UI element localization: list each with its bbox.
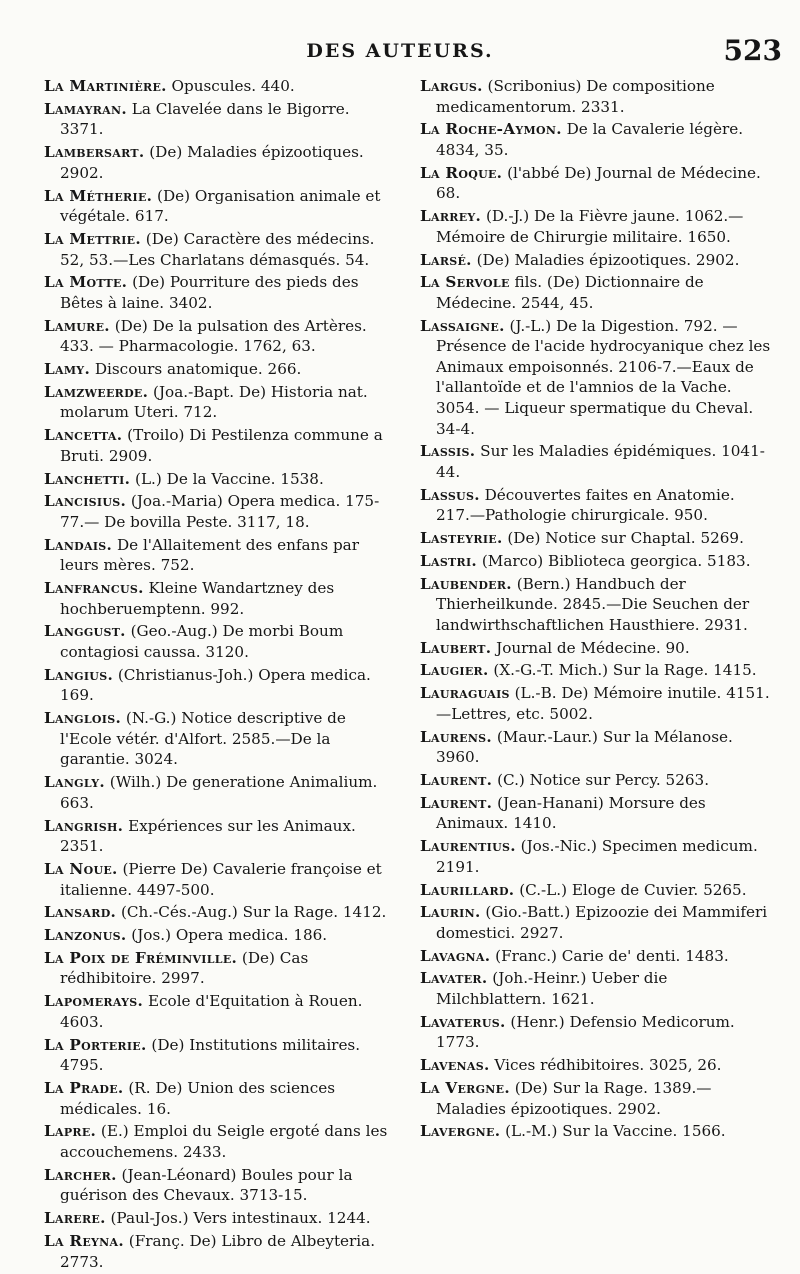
entry-author: Larsé. [420,250,472,269]
entry-author: Lastri. [420,551,478,570]
page-header [0,34,800,74]
entry-works: De l'Allaitement des enfans par leurs mères. 752. [60,535,359,575]
entry-works: (N.-G.) Notice descriptive de l'Ecole vétér. d'Alfort. 2585.—De la garantie. 3024. [60,709,346,769]
index-entry [44,99,396,140]
entry-works: (De) Organisation animale et végétale. 617. [60,186,381,226]
entry-works: (Pierre De) Cavalerie françoise et italienne. 4497-500. [60,859,382,899]
entry-works: (L.-B. De) Mémoire inutile. 4151.—Lettres, etc. 5002. [436,684,770,723]
entry-author: Lapomerays. [44,992,144,1011]
entry-author: Lanfrancus. [44,579,144,598]
index-entry [420,316,772,440]
entry-author: Lavater. [420,969,488,988]
index-entry [420,880,772,901]
index-entry [420,163,772,204]
entry-works: Opuscules. 440. [166,77,295,95]
entry-author: Lasteyrie. [420,529,503,548]
entry-author: Lanchetti. [44,469,131,488]
entry-works: (Scribonius) De compositione medicamentorum. 2331. [436,77,715,116]
entry-works: (De) Notice sur Chaptal. 5269. [502,529,744,548]
entry-works: (De) Sur la Rage. 1389.— Maladies épizootiques. 2902. [436,1079,712,1118]
entry-author: Laurent. [420,771,493,789]
entry-author: La Servole [420,273,510,292]
index-entry [44,1208,396,1229]
index-entry [44,142,396,183]
entry-author: Lanzonus. [44,926,127,945]
entry-works: (De) De la pulsation des Artères. 433. — Pharmacologie. 1762, 63. [60,316,367,356]
entry-works: Kleine Wandartzney des hochberuemptenn. 992. [60,579,335,618]
entry-author: Laurillard. [420,880,515,899]
entry-author: La Martinière. [44,77,167,95]
entry-works: (Joa.-Maria) Opera medica. 175-77.— De bovilla Peste. 3117, 18. [60,492,380,531]
entry-works: (Christianus-Joh.) Opera medica. 169. [60,665,371,705]
index-entry [420,1121,772,1142]
entry-author: Lancetta. [44,426,123,445]
entry-author: Lamzweerde. [44,382,149,401]
index-entry [420,1012,772,1053]
entry-author: Lamayran. [44,99,127,118]
entry-author: La Prade. [44,1079,124,1097]
index-entry [44,772,396,813]
entry-works: (C.-L.) Eloge de Cuvier. 5265. [514,880,747,899]
index-entry [44,859,396,900]
entry-author: Largus. [420,77,483,95]
index-entry [420,727,772,768]
index-entry [44,991,396,1032]
index-entry [420,250,772,271]
entry-author: Lansard. [44,903,117,922]
entry-author: Lassaigne. [420,316,505,335]
entry-works: (Joa.-Bapt. De) Historia nat. molarum Uteri. 712. [60,382,368,422]
entry-author: Langly. [44,773,105,792]
entry-works: Découvertes faites en Anatomie. 217.—Pathologie chirurgicale. 950. [436,485,735,525]
index-entry [420,770,772,791]
entry-works: (L.) De la Vaccine. 1538. [130,469,324,488]
entry-works: (Gio.-Batt.) Epizoozie dei Mammiferi domestici. 2927. [436,903,768,942]
entry-author: Lauraguais [420,684,510,703]
page-number: 523 [723,34,782,67]
entry-author: Larrey. [420,207,482,226]
right-column [420,76,772,1144]
entry-works: (Bern.) Handbuch der Thierheilkunde. 2845.—Die Seuchen der landwirthschaftlichen Hausthiere. 2931. [436,574,750,634]
index-entry [44,816,396,857]
index-entry [420,272,772,313]
index-entry [44,1035,396,1076]
entry-works: Journal de Médecine. 90. [491,638,690,657]
index-entry [44,272,396,313]
index-entry [44,535,396,576]
index-entry [420,441,772,482]
entry-author: Laugier. [420,661,489,680]
entry-works: (De) Pourriture des pieds des Bêtes à laine. 3402. [60,273,359,312]
index-entry [44,708,396,770]
entry-author: Laubender. [420,574,512,593]
index-entry [44,925,396,946]
index-entry [420,206,772,247]
running-head: DES AUTEURS. [306,40,494,62]
entry-works: Discours anatomique. 266. [90,360,302,379]
entry-works: (Henr.) Defensio Medicorum. 1773. [436,1012,735,1052]
entry-author: Langlois. [44,709,122,728]
index-entry [420,683,772,724]
entry-author: Langgust. [44,622,126,641]
entry-works: (Franç. De) Libro de Albeyteria. 2773. [60,1231,376,1271]
entry-works: (Jos.) Opera medica. 186. [126,926,328,945]
entry-author: Laurent. [420,793,493,812]
entry-works: (C.) Notice sur Percy. 5263. [492,771,710,789]
entry-author: Lavaterus. [420,1012,506,1031]
entry-works: (Marco) Biblioteca georgica. 5183. [477,551,751,570]
entry-works: (J.-L.) De la Digestion. 792. —Présence de l'acide hydrocyanique chez les Animaux empoisonnés. 2106-7.—Eaux de l'allantoïde et de l'amnios de la Vache. 3054. — Liqueur spermatique du Cheval. 34-4. [436,316,771,438]
index-entry [420,968,772,1009]
index-entry [44,491,396,532]
index-entry [44,578,396,619]
index-entry [420,528,772,549]
entry-works: (E.) Emploi du Seigle ergoté dans les accouchemens. 2433. [60,1122,388,1161]
entry-author: La Noue. [44,859,118,878]
index-entry [420,551,772,572]
index-entry [44,948,396,989]
entry-works: Vices rédhibitoires. 3025, 26. [489,1056,722,1075]
index-entry [420,946,772,967]
entry-works: Ecole d'Equitation à Rouen. 4603. [60,992,363,1031]
index-entry [44,382,396,423]
entry-works: (Troilo) Di Pestilenza commune a Bruti. 2909. [60,426,383,465]
entry-works: (Jean-Hanani) Morsure des Animaux. 1410. [436,793,706,833]
entry-works: (X.-G.-T. Mich.) Sur la Rage. 1415. [488,661,757,680]
entry-author: Landais. [44,535,113,554]
entry-works: De la Cavalerie légère. 4834, 35. [436,120,744,159]
entry-author: Laurens. [420,727,493,746]
entry-works: (Wilh.) De generatione Animalium. 663. [60,773,378,812]
entry-works: (Jean-Léonard) Boules pour la guérison des Chevaux. 3713-15. [60,1165,353,1205]
entry-works: Expériences sur les Animaux. 2351. [60,816,356,856]
entry-author: La Poix de Fréminville. [44,948,238,967]
entry-author: Langrish. [44,816,124,835]
entry-author: Lavenas. [420,1056,490,1075]
entry-author: La Motte. [44,273,128,292]
entry-author: La Mettrie. [44,229,141,248]
entry-author: Laurin. [420,903,481,922]
entry-works: (De) Institutions militaires. 4795. [60,1035,361,1075]
index-entry [44,229,396,270]
entry-works: (Maur.-Laur.) Sur la Mélanose. 3960. [436,727,733,767]
entry-works: (L.-M.) Sur la Vaccine. 1566. [500,1122,726,1141]
entry-works: La Clavelée dans le Bigorre. 3371. [60,99,350,139]
entry-works: (R. De) Union des sciences médicales. 16. [60,1079,336,1118]
left-column [44,76,396,1274]
entry-author: La Métherie. [44,186,153,205]
entry-author: La Vergne. [420,1079,510,1097]
index-entry [420,660,772,681]
entry-author: Larcher. [44,1165,117,1184]
index-entry [420,574,772,636]
index-entry [420,793,772,834]
entry-author: Lancisius. [44,492,127,511]
index-entry [44,76,396,97]
entry-author: Lapre. [44,1122,97,1141]
entry-author: Langius. [44,665,114,684]
entry-works: (De) Cas rédhibitoire. 2997. [60,948,309,988]
entry-works: (De) Maladies épizootiques. 2902. [471,250,740,269]
entry-author: Lamure. [44,316,110,335]
entry-author: Larere. [44,1209,106,1228]
entry-works: (Jos.-Nic.) Specimen medicum. 2191. [436,837,758,876]
entry-author: La Reyna. [44,1231,124,1250]
index-entry [420,76,772,117]
entry-works: (De) Caractère des médecins. 52, 53.—Les Charlatans démasqués. 54. [60,229,375,269]
entry-author: Lamy. [44,360,91,379]
index-entry [44,1231,396,1272]
index-entry [420,1078,772,1119]
index-entry [44,1078,396,1119]
index-entry [44,316,396,357]
entry-works: (Geo.-Aug.) De morbi Boum contagiosi caussa. 3120. [60,622,344,662]
entry-author: Lassus. [420,485,480,504]
index-entry [420,902,772,943]
index-entry [44,425,396,466]
entry-author: Lavagna. [420,946,491,965]
entry-author: Laurentius. [420,837,516,856]
index-entry [44,359,396,380]
index-entry [420,836,772,877]
index-entry [44,665,396,706]
entry-works: Sur les Maladies épidémiques. 1041-44. [436,442,765,481]
entry-author: La Roque. [420,163,503,182]
entry-works: fils. (De) Dictionnaire de Médecine. 2544, 45. [436,273,704,312]
index-entry [420,119,772,160]
entry-works: (Joh.-Heinr.) Ueber die Milchblattern. 1621. [436,969,668,1009]
index-entry [420,638,772,659]
index-entry [44,1121,396,1162]
entry-author: Lavergne. [420,1122,501,1141]
index-entry [44,469,396,490]
index-entry [420,485,772,526]
index-entry [44,1165,396,1206]
index-entry [420,1055,772,1076]
entry-works: (Paul-Jos.) Vers intestinaux. 1244. [105,1209,371,1228]
index-entry [44,902,396,923]
entry-author: Lassis. [420,442,476,461]
entry-works: (De) Maladies épizootiques. 2902. [60,143,364,182]
entry-author: Lambersart. [44,143,145,162]
entry-works: (Ch.-Cés.-Aug.) Sur la Rage. 1412. [116,903,387,922]
entry-works: (Franc.) Carie de' denti. 1483. [490,946,729,965]
entry-works: (l'abbé De) Journal de Médecine. 68. [436,163,761,203]
index-entry [44,621,396,662]
entry-author: La Porterie. [44,1035,147,1054]
entry-author: La Roche-Aymon. [420,120,562,139]
index-entry [44,186,396,227]
entry-works: (D.-J.) De la Fièvre jaune. 1062.—Mémoire de Chirurgie militaire. 1650. [436,207,744,246]
entry-author: Laubert. [420,638,492,657]
